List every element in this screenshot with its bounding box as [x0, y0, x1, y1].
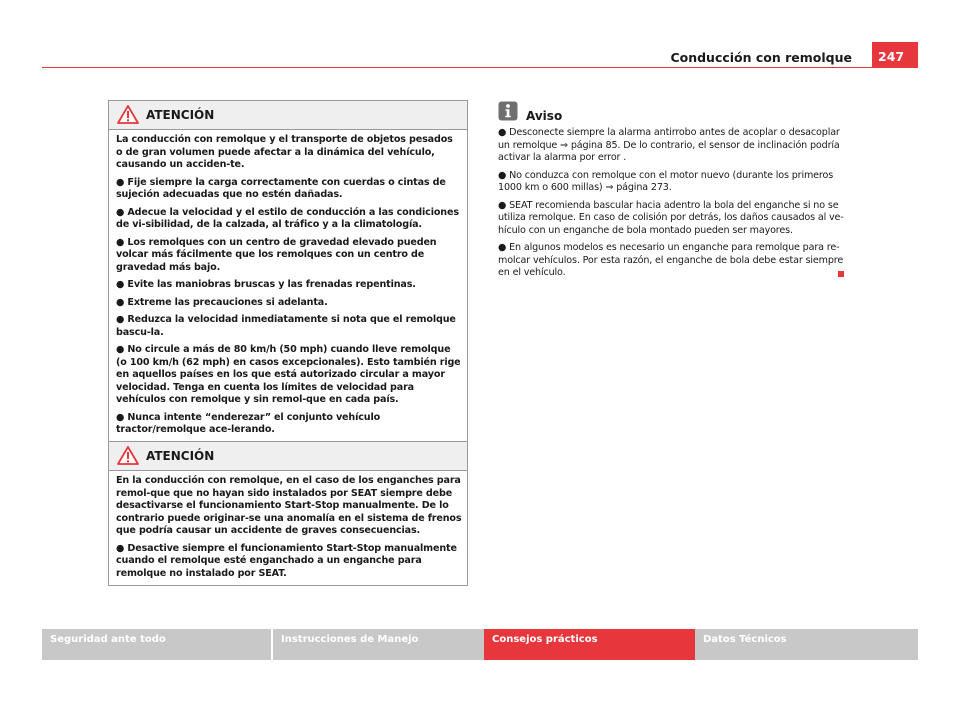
note-body [498, 127, 853, 280]
warning-bullet: ● No circule a más de 80 km/h (50 mph) cuando lleve remolque (o 100 km/h (62 mph) en casos excepcionales). Esto también rige en aquellos países en los que está autorizado circular a mayor velocidad. Tenga en cuenta los límites de velocidad para vehículos con remolque y sin remol-que en cada país. [116, 344, 461, 405]
section-end-marker [838, 271, 844, 277]
header-divider [42, 67, 918, 68]
warning-bullet: ● Evite las maniobras bruscas y las frenadas repentinas. [116, 279, 416, 290]
footer-tab-consejos-active[interactable]: Consejos prácticos [484, 629, 713, 660]
note-bullet: ● Desconecte siempre la alarma antirrobo antes de acoplar o desacoplar un remolque ⇒ página 85. De lo contrario, el sensor de inclinación podría activar la alarma por error . [498, 127, 840, 163]
warning-bullet: ● Adecue la velocidad y el estilo de conducción a las condiciones de vi-sibilidad, de la calzada, al tráfico y a la climatología. [116, 206, 459, 230]
warning-bullet: ● Desactive siempre el funcionamiento Start-Stop manualmente cuando el remolque esté enganchado a un enganche para remolque no instalado por SEAT. [116, 542, 457, 579]
warning-bullet: ● Reduzca la velocidad inmediatamente si nota que el remolque bascu-la. [116, 314, 456, 338]
warning-paragraph: En la conducción con remolque, en el caso de los enganches para remol-que que no hayan sido instalados por SEAT siempre debe desactivarse el funcionamiento Start-Stop manualmente. De lo contrario puede originar-se una anomalía en el sistema de frenos que podría causar un accidente de graves consecuencias. [116, 475, 462, 536]
warning-title: ATENCIÓN [146, 108, 215, 122]
note-title: Aviso [526, 109, 563, 123]
note-bullet: ● SEAT recomienda bascular hacia adentro la bola del enganche si no se utiliza remolque. En caso de colisión por detrás, los daños causados al ve-hículo con un enganche de bola montado pueden ser mayores. [498, 199, 844, 236]
warning-body [109, 130, 467, 442]
footer-tab-seguridad[interactable]: Seguridad ante todo [42, 629, 271, 660]
warning-bullet: ● Fije siempre la carga correctamente con cuerdas o cintas de sujeción adecuadas que no estén dañadas. [116, 176, 446, 200]
warning-box-start-stop [108, 441, 468, 586]
warning-triangle-icon [117, 446, 139, 469]
info-icon [498, 101, 518, 125]
note-bullet: ● En algunos modelos es necesario un enganche para remolque para re-molcar vehículos. Por esta razón, el enganche de bola debe estar siempre en el vehículo. [498, 242, 844, 278]
warning-bullet: ● Los remolques con un centro de gravedad elevado pueden volcar más fácilmente que los remolques con un centro de gravedad más bajo. [116, 236, 437, 273]
warning-bullet: ● Extreme las precauciones si adelanta. [116, 296, 328, 308]
warning-box-trailer-driving [108, 100, 468, 443]
warning-box-header [109, 101, 467, 130]
warning-paragraph: La conducción con remolque y el transporte de objetos pesados o de gran volumen puede afectar a la dinámica del vehículo, causando un acciden-te. [116, 134, 453, 170]
footer-tab-datos[interactable]: Datos Técnicos [695, 629, 918, 660]
page-header-title: Conducción con remolque [670, 50, 852, 65]
footer-tab-instrucciones[interactable]: Instrucciones de Manejo [273, 629, 502, 660]
warning-bullet: ● Nunca intente “enderezar” el conjunto vehículo tractor/remolque ace-lerando. [116, 411, 381, 435]
warning-box-header [109, 442, 467, 471]
warning-title: ATENCIÓN [146, 449, 215, 463]
page-number: 247 [872, 42, 918, 68]
note-section [498, 101, 853, 285]
note-bullet: ● No conduzca con remolque con el motor nuevo (durante los primeros 1000 km o 600 millas) ⇒ página 273. [498, 169, 834, 193]
warning-triangle-icon [117, 105, 139, 128]
warning-body [109, 471, 467, 585]
note-header [498, 101, 853, 123]
